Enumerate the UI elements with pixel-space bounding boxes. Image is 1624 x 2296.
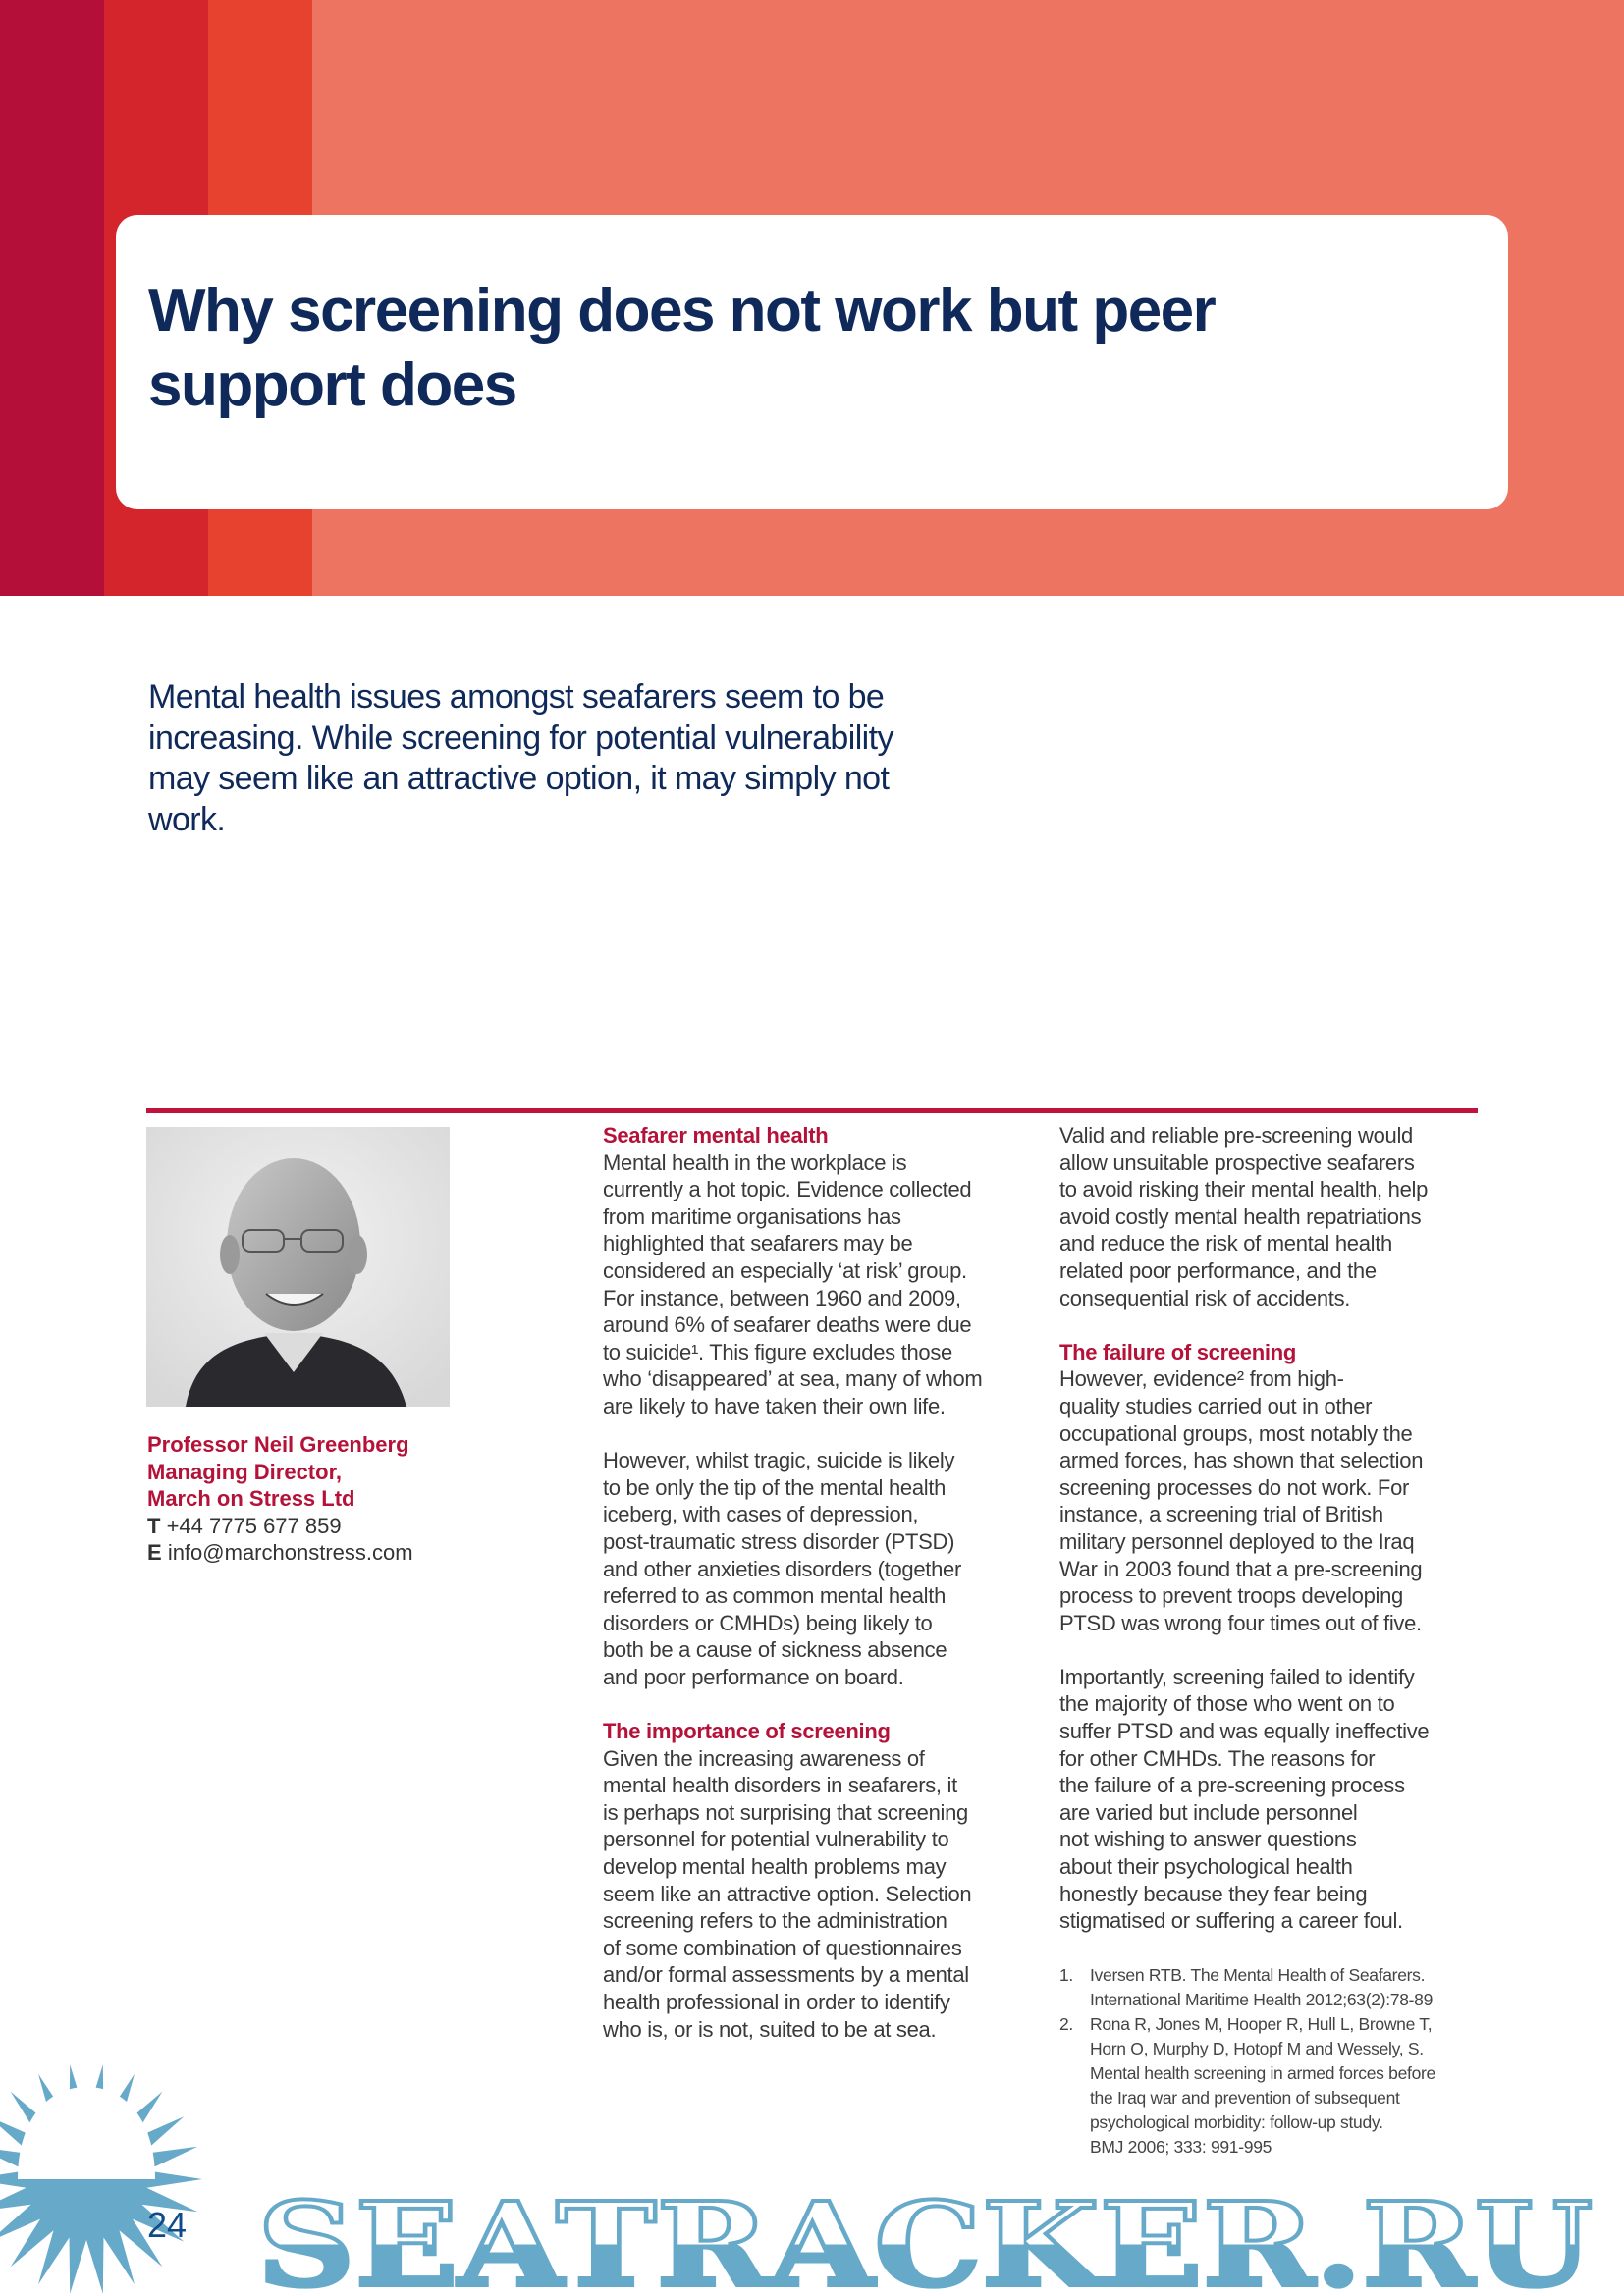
page-title (148, 274, 1215, 423)
body-text-line: PTSD was wrong four times out of five. (1059, 1610, 1422, 1635)
reference-number: 1. (1059, 1965, 1073, 1985)
section-divider (146, 1108, 1478, 1113)
watermark-text: SEATRACKER.RU (257, 2176, 1593, 2296)
intro-line: work. (148, 800, 226, 838)
body-text-line: Importantly, screening failed to identify (1059, 1664, 1415, 1689)
body-text-line: iceberg, with cases of depression, (603, 1502, 919, 1527)
body-text-line: related poor performance, and the (1059, 1257, 1377, 1283)
body-text-line: considered an especially ‘at risk’ group. (603, 1257, 967, 1283)
body-text-line: For instance, between 1960 and 2009, (603, 1285, 961, 1310)
section-heading: The failure of screening (1059, 1339, 1296, 1364)
paragraph-gap (603, 1690, 1035, 1718)
body-text-line: suffer PTSD and was equally ineffective (1059, 1719, 1430, 1744)
body-text-line: honestly because they fear being (1059, 1881, 1368, 1906)
body-text-line: health professional in order to identify (603, 1990, 950, 2014)
title-line: Why screening does not work but peer (148, 277, 1216, 345)
title-line: support does (148, 351, 516, 419)
body-text-line: for other CMHDs. The reasons for (1059, 1745, 1376, 1771)
body-text-line: consequential risk of accidents. (1059, 1285, 1351, 1310)
reference-number: 2. (1059, 2014, 1073, 2034)
section-heading: The importance of screening (603, 1719, 891, 1744)
body-text-line: disorders or CMHDs) being likely to (603, 1610, 933, 1635)
paragraph-gap (1059, 1636, 1491, 1664)
body-text-line: military personnel deployed to the Iraq (1059, 1528, 1415, 1554)
body-text-line: is perhaps not surprising that screening (603, 1799, 968, 1825)
body-text-line: are likely to have taken their own life. (603, 1393, 946, 1418)
body-text-line: and other anxieties disorders (together (603, 1556, 961, 1581)
body-text-line: the majority of those who went on to (1059, 1691, 1395, 1717)
reference-line: Mental health screening in armed forces before (1090, 2063, 1435, 2083)
body-text-line: Mental health in the workplace is (603, 1149, 907, 1175)
body-text-line: referred to as common mental health (603, 1583, 947, 1609)
body-text-line: who is, or is not, suited to be at sea. (603, 2016, 937, 2042)
intro-line: Mental health issues amongst seafarers seem to be (148, 678, 885, 716)
body-text-line: and/or formal assessments by a mental (603, 1962, 969, 1988)
body-text-line: of some combination of questionnaires (603, 1935, 962, 1960)
body-text-line: Valid and reliable pre-screening would (1059, 1123, 1413, 1148)
body-text-line: post-traumatic stress disorder (PTSD) (603, 1528, 955, 1554)
body-text-line: currently a hot topic. Evidence collected (603, 1177, 972, 1202)
reference-line: International Maritime Health 2012;63(2):78-89 (1090, 1990, 1434, 2009)
author-company: March on Stress Ltd (147, 1486, 355, 1512)
body-text-line: instance, a screening trial of British (1059, 1502, 1383, 1527)
watermark (0, 2052, 1624, 2296)
phone-label: T (147, 1513, 161, 1538)
body-text-line: highlighted that seafarers may be (603, 1231, 913, 1256)
body-text-line: However, whilst tragic, suicide is likely (603, 1448, 955, 1473)
paragraph-gap (1059, 1311, 1491, 1339)
body-text-line: screening processes do not work. For (1059, 1474, 1410, 1500)
reference-line: the Iraq war and prevention of subsequent (1090, 2088, 1400, 2108)
body-text-line: seem like an attractive option. Selection (603, 1881, 972, 1906)
reference-line: Rona R, Jones M, Hooper R, Hull L, Browne T, (1090, 2014, 1433, 2034)
reference-line: psychological morbidity: follow-up study. (1090, 2112, 1383, 2132)
body-text-line: armed forces, has shown that selection (1059, 1448, 1424, 1473)
body-text-line: around 6% of seafarer deaths were due (603, 1312, 972, 1338)
intro-line: may seem like an attractive option, it may simply not (148, 760, 890, 797)
body-text-line: develop mental health problems may (603, 1854, 947, 1880)
article-column-1 (603, 1122, 1035, 2043)
author-role: Managing Director, (147, 1459, 343, 1484)
stripe-crimson (0, 0, 104, 596)
email-label: E (147, 1540, 162, 1566)
author-contact (147, 1431, 413, 1567)
author-email-row (147, 1539, 413, 1567)
author-phone: +44 7775 677 859 (166, 1513, 342, 1538)
body-text-line: occupational groups, most notably the (1059, 1420, 1413, 1446)
body-text-line: quality studies carried out in other (1059, 1393, 1373, 1418)
intro-standfirst (148, 677, 993, 840)
reference-item (1059, 1963, 1491, 2012)
body-text-line: stigmatised or suffering a career foul. (1059, 1908, 1403, 1934)
body-text-line: the failure of a pre-screening process (1059, 1773, 1405, 1798)
body-text-line: avoid costly mental health repatriations (1059, 1203, 1422, 1229)
body-text-line: from maritime organisations has (603, 1203, 901, 1229)
article-column-2 (1059, 1122, 1491, 1935)
reference-line: Iversen RTB. The Mental Health of Seafarers. (1090, 1965, 1426, 1985)
body-text-line: who ‘disappeared’ at sea, many of whom (603, 1366, 983, 1392)
body-text-line: both be a cause of sickness absence (603, 1637, 947, 1663)
reference-line: Horn O, Murphy D, Hotopf M and Wessely, S. (1090, 2039, 1424, 2058)
paragraph-gap (603, 1420, 1035, 1448)
title-card (116, 215, 1508, 509)
header-band (0, 0, 1624, 596)
section-heading: Seafarer mental health (603, 1123, 829, 1148)
author-name: Professor Neil Greenberg (147, 1432, 409, 1457)
body-text-line: allow unsuitable prospective seafarers (1059, 1149, 1415, 1175)
page-number: 24 (147, 2205, 188, 2245)
body-text-line: about their psychological health (1059, 1854, 1353, 1880)
body-text-line: screening refers to the administration (603, 1908, 947, 1934)
body-text-line: are varied but include personnel (1059, 1799, 1358, 1825)
body-text-line: and reduce the risk of mental health (1059, 1231, 1392, 1256)
body-text-line: War in 2003 found that a pre-screening (1059, 1556, 1423, 1581)
body-text-line: not wishing to answer questions (1059, 1827, 1357, 1852)
author-phone-row (147, 1513, 413, 1540)
body-text-line: However, evidence² from high- (1059, 1366, 1344, 1392)
reference-line: BMJ 2006; 333: 991-995 (1090, 2137, 1272, 2157)
intro-line: increasing. While screening for potential vulnerability (148, 719, 893, 757)
body-text-line: to be only the tip of the mental health (603, 1474, 947, 1500)
body-text-line: process to prevent troops developing (1059, 1583, 1403, 1609)
body-text-line: to suicide¹. This figure excludes those (603, 1339, 952, 1364)
body-text-line: and poor performance on board. (603, 1664, 904, 1689)
body-text-line: mental health disorders in seafarers, it (603, 1773, 957, 1798)
body-text-line: Given the increasing awareness of (603, 1745, 925, 1771)
author-photo (146, 1127, 450, 1407)
body-text-line: to avoid risking their mental health, help (1059, 1177, 1429, 1202)
body-text-line: personnel for potential vulnerability to (603, 1827, 949, 1852)
author-email[interactable]: info@marchonstress.com (167, 1540, 413, 1566)
sun-logo-icon (0, 2064, 202, 2294)
